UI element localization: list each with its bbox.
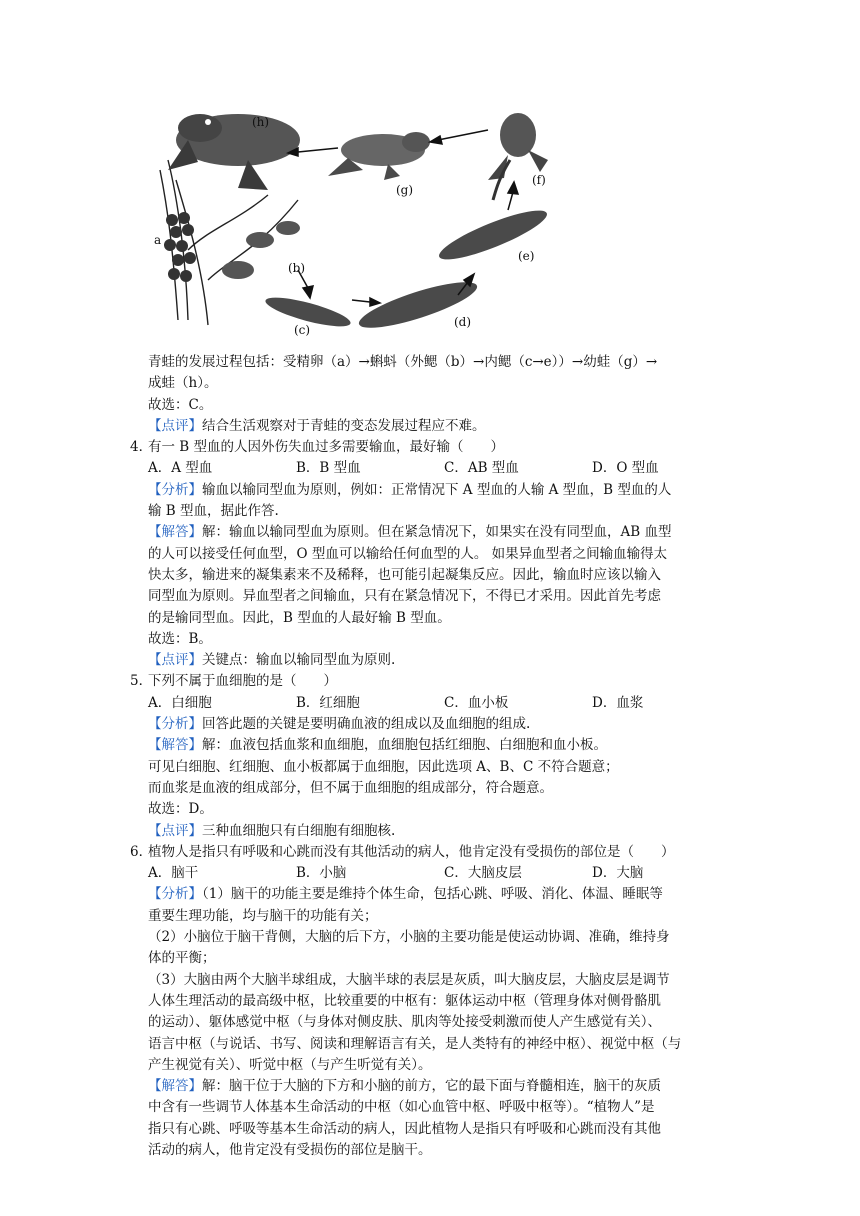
label-e: (e)	[518, 249, 535, 263]
q4-comment	[130, 650, 730, 671]
option-c: C．大脑皮层	[444, 865, 522, 882]
answer-text: 解：血液包括血浆和血细胞，血细胞包括红细胞、白细胞和血小板。	[202, 737, 607, 754]
option-d: D．大脑	[592, 865, 644, 882]
label-g: (g)	[396, 183, 414, 197]
q6-answer-line-4: 活动的病人，他肯定没有受损伤的部位是脑干。	[148, 1141, 432, 1158]
q6-analysis-line-6: 人体生理活动的最高级中枢，比较重要的中枢有：躯体运动中枢（管理身体对侧骨骼肌	[148, 992, 661, 1009]
q5-answer-line-4: 故选：D。	[148, 801, 213, 818]
analysis-tag: 【分析】	[148, 716, 202, 733]
q4-options	[130, 458, 730, 479]
question-text: 植物人是指只有呼吸和心跳而没有其他活动的病人，他肯定没有受损伤的部位是（ ）	[148, 843, 675, 860]
option-a: A．A 型血	[148, 460, 213, 477]
question-number: 4．	[130, 439, 153, 456]
frog-lifecycle-illustration	[148, 100, 578, 340]
analysis-text: 输血以输同型血为原则，例如：正常情况下 A 型血的人输 A 型血，B 型血的人	[202, 481, 672, 498]
q5-comment	[130, 821, 730, 842]
q6-question	[130, 842, 730, 863]
answer-tag: 【解答】	[148, 1078, 202, 1095]
q5-answer-line-2: 可见白细胞、红细胞、血小板都属于血细胞，因此选项 A、B、C 不符合题意；	[148, 758, 619, 775]
q6-answer-line-1	[130, 1076, 730, 1097]
option-c: C．AB 型血	[444, 460, 519, 477]
option-a: A．脑干	[148, 865, 199, 882]
option-d: D．血浆	[592, 694, 644, 711]
document-body	[130, 352, 730, 1161]
q5-answer-line-3: 而血浆是血液的组成部分，但不属于血细胞的组成部分，符合题意。	[148, 779, 553, 796]
q6-analysis-line-1	[130, 884, 730, 905]
answer-tag: 【解答】	[148, 524, 202, 541]
q4-answer-line-6: 故选：B。	[148, 630, 212, 647]
q6-analysis-line-3: （2）小脑位于脑干背侧，大脑的后下方，小脑的主要功能是使运动协调、准确，维持身	[148, 929, 670, 946]
q6-analysis-line-4: 体的平衡；	[148, 950, 216, 967]
q4-analysis-line-1	[130, 480, 730, 501]
q4-answer-line-5: 的是输同型血。因此，B 型血的人最好输 B 型血。	[148, 609, 451, 626]
option-b: B．小脑	[296, 865, 347, 882]
option-b: B．红细胞	[296, 694, 360, 711]
analysis-tag: 【分析】	[148, 481, 202, 498]
q6-options	[130, 863, 730, 884]
q3-comment	[130, 416, 730, 437]
question-text: 下列不属于血细胞的是（ ）	[148, 673, 337, 690]
label-c: (c)	[294, 323, 311, 337]
comment-tag: 【点评】	[148, 652, 202, 669]
q6-answer-line-3: 指只有心跳、呼吸等基本生命活动的病人，因此植物人是指只有呼吸和心跳而没有其他	[148, 1120, 661, 1137]
analysis-text: 回答此题的关键是要明确血液的组成以及血细胞的组成.	[202, 716, 531, 733]
q6-analysis-line-5: （3）大脑由两个大脑半球组成，大脑半球的表层是灰质，叫大脑皮层，大脑皮层是调节	[148, 971, 670, 988]
question-number: 6．	[130, 843, 153, 860]
label-h: (h)	[252, 115, 270, 129]
q6-analysis-line-7: 的运动）、躯体感觉中枢（与身体对侧皮肤、肌肉等处接受刺激而使人产生感觉有关）、	[148, 1014, 661, 1031]
q6-analysis-line-9: 产生视觉有关）、听觉中枢（与产生听觉有关）。	[148, 1056, 432, 1073]
analysis-text: （1）脑干的功能主要是维持个体生命，包括心跳、呼吸、消化、体温、睡眠等	[202, 886, 663, 903]
option-b: B．B 型血	[296, 460, 361, 477]
adult-frog-h	[168, 114, 300, 190]
q4-answer-line-3: 快太多，输进来的凝集素来不及稀释，也可能引起凝集反应。因此，输血时应该以输入	[148, 566, 661, 583]
comment-text: 关键点：输血以输同型血为原则.	[202, 652, 396, 669]
option-a: A．白细胞	[148, 694, 212, 711]
comment-tag: 【点评】	[148, 417, 202, 434]
analysis-tag: 【分析】	[148, 886, 202, 903]
answer-text: 解：输血以输同型血为原则。但在紧急情况下，如果实在没有同型血，AB 血型	[202, 524, 672, 541]
question-text: 有一 B 型血的人因外伤失血过多需要输血，最好输（ ）	[148, 439, 505, 456]
answer-text: 解：脑干位于大脑的下方和小脑的前方，它的最下面与脊髓相连，脑干的灰质	[202, 1078, 661, 1095]
q4-analysis-line-2: 输 B 型血，据此作答.	[148, 503, 279, 520]
young-frog-g	[328, 132, 430, 180]
q6-analysis-line-8: 语言中枢（与说话、书写、阅读和理解语言有关，是人类特有的神经中枢）、视觉中枢（与	[148, 1035, 682, 1052]
q4-answer-line-4: 同型血为原则。异血型者之间输血，只有在紧急情况下，不得已才采用。因此首先考虑	[148, 588, 661, 605]
label-a: a	[154, 233, 162, 247]
q6-analysis-line-2: 重要生理功能，均与脑干的功能有关；	[148, 907, 378, 924]
question-number: 5．	[130, 673, 153, 690]
q5-answer-line-1	[130, 735, 730, 756]
label-d: (d)	[454, 315, 472, 329]
label-f: (f)	[532, 173, 546, 187]
q4-answer-line-2: 的人可以接受任何血型，O 型血可以输给任何血型的人。 如果异血型者之间输血输得太	[148, 545, 668, 562]
q6-answer-line-2: 中含有一些调节人体基本生命活动的中枢（如心血管中枢、呼吸中枢等）。“植物人”是	[148, 1099, 655, 1116]
label-b: (b)	[288, 261, 306, 275]
q4-answer-line-1	[130, 522, 730, 543]
q5-question	[130, 671, 730, 692]
frog-development-figure	[148, 100, 578, 340]
comment-tag: 【点评】	[148, 822, 202, 839]
q3-line-1: 青蛙的发展过程包括：受精卵（a）→蝌蚪（外鳃（b）→内鳃（c→e））→幼蛙（g）→	[148, 354, 658, 370]
option-d: D．O 型血	[592, 460, 659, 477]
answer-tag: 【解答】	[148, 737, 202, 754]
q4-question	[130, 437, 730, 458]
q3-line-3: 故选：C。	[148, 396, 213, 413]
q3-line-2: 成蛙（h）。	[148, 375, 218, 392]
option-c: C．血小板	[444, 694, 509, 711]
q5-options	[130, 693, 730, 714]
q5-analysis	[130, 714, 730, 735]
comment-text: 三种血细胞只有白细胞有细胞核.	[202, 822, 396, 839]
comment-text: 结合生活观察对于青蛙的变态发展过程应不难。	[202, 417, 486, 434]
